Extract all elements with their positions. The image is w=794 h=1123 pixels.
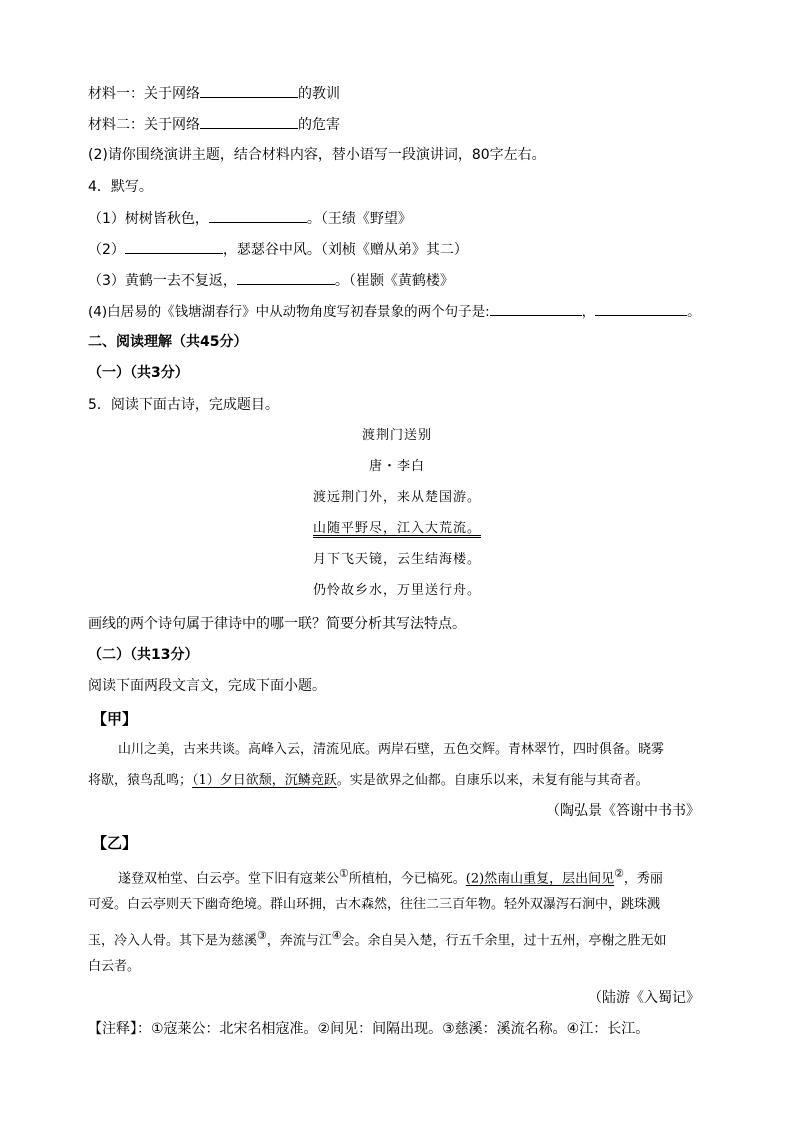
part-2-instruction: 阅读下面两段文言文，完成下面小题。 [88, 678, 326, 694]
annotation-notes: 【注释】：①寇莱公：北宋名相寇准。②间见：间隔出现。③慈溪：溪流名称。④江：长江。 [88, 1021, 650, 1037]
poem-line-2-underlined: 山随平野尽，江入大荒流。 [312, 521, 481, 536]
passage-jia-label: 【甲】 [92, 710, 138, 728]
recite-line-2: （2） ，瑟瑟谷中风。（刘桢《赠从弟》其二） [88, 242, 468, 258]
recite-line-4: (4)白居易的《钱塘湖春行》中从动物角度写初春景象的两个句子是: ， 。 [88, 304, 701, 320]
part-1-heading: （一）（共3分） [88, 365, 189, 381]
jia-line-2: 将歇，猿鸟乱鸣；（1）夕日欲颓，沉鳞竞跃。实是欲界之仙都。自康乐以来，未复有能与其奇者。 [88, 773, 649, 788]
yi-line-2: 可爱。白云亭则天下幽奇绝境。群山环拥，古木森然，往往二三百年物。轻外双瀑泻石涧中，跳珠溅 [88, 897, 661, 912]
material-one: 材料一：关于网络 的教训 [88, 86, 340, 102]
blank-recite-4a[interactable] [490, 302, 582, 316]
yi-line-3: 玉，冷入人骨。其下是为慈溪③，奔流与江④会。余自吴入楚，行五千余里，过十五州，亭榭之胜无如 [88, 929, 667, 949]
passage-yi-label: 【乙】 [92, 834, 138, 852]
blank-recite-1[interactable] [209, 209, 307, 223]
poem-title: 渡荆门送别 [361, 428, 432, 443]
recite-line-3: （3）黄鹤一去不复返， 。（崔颢《黄鹤楼》 [88, 273, 454, 289]
material-two: 材料二：关于网络 的危害 [88, 117, 340, 133]
jia-line-1: 山川之美，古来共谈。高峰入云，清流见底。两岸石壁，五色交辉。青林翠竹，四时俱备。晓雾 [118, 742, 665, 757]
blank-recite-2[interactable] [125, 240, 223, 254]
poem-line-4: 仍怜故乡水，万里送行舟。 [312, 583, 481, 598]
question-5-prompt: 画线的两个诗句属于律诗中的哪一联？简要分析其写法特点。 [88, 616, 466, 632]
yi-line-1: 遂登双柏堂、白云亭。堂下旧有寇莱公①所植柏，今已槁死。(2)然南山重复，层出间见②，秀丽 [118, 867, 663, 887]
poem-line-1: 渡远荆门外，来从楚国游。 [312, 490, 481, 505]
blank-material-one[interactable] [200, 84, 298, 98]
jia-source: （陶弘景《答谢中书书》 [546, 803, 700, 819]
question-2-speech: (2)请你围绕演讲主题，结合材料内容，替小语写一段演讲词，80字左右。 [88, 147, 546, 163]
poem-author: 唐・李白 [368, 459, 425, 474]
part-2-heading: （二）（共13分） [88, 647, 199, 663]
question-5-title: 5．阅读下面古诗，完成题目。 [88, 397, 279, 413]
recite-line-1: （1）树树皆秋色， 。（王绩《野望》 [88, 211, 412, 227]
section-2-heading: 二、阅读理解（共45分） [88, 334, 248, 350]
yi-line-4: 白云者。 [88, 959, 141, 974]
blank-recite-3[interactable] [237, 271, 335, 285]
blank-recite-4b[interactable] [595, 302, 687, 316]
poem-line-3: 月下飞天镜，云生结海楼。 [312, 552, 481, 567]
blank-material-two[interactable] [200, 115, 298, 129]
yi-source: （陆游《入蜀记》 [588, 990, 700, 1006]
question-4-title: 4．默写。 [88, 179, 153, 195]
